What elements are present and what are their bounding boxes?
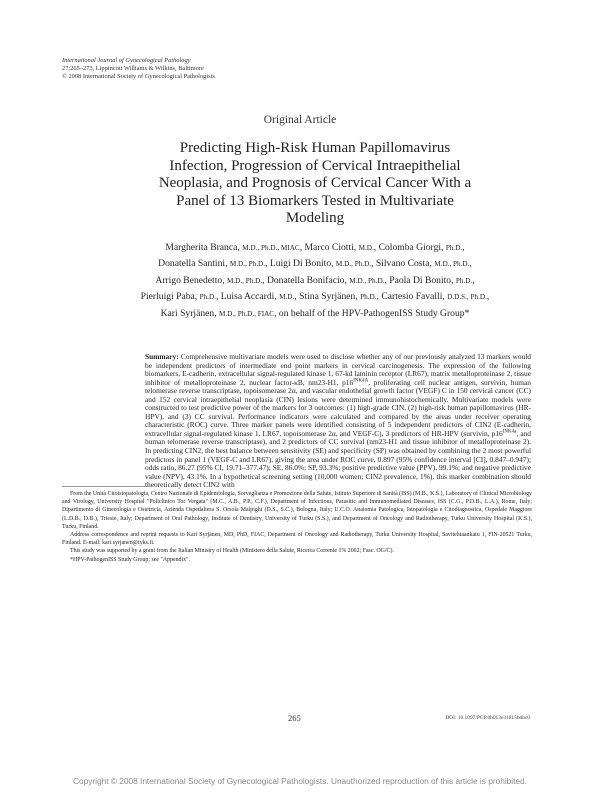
author: Pierluigi Paba, Ph.D.,: [140, 291, 219, 303]
study-group-footnote: *HPV-PathogenISS Study Group; see "Appendix".: [70, 556, 190, 563]
author-list: [100, 240, 530, 322]
summary-superscript: INK4A: [353, 378, 369, 384]
author: Luisa Accardi, M.D.,: [220, 291, 297, 303]
author: Silvano Costa, M.D., Ph.D.,: [375, 258, 472, 270]
journal-copyright: © 2008 International Society of Gynecological Pathologists: [62, 73, 215, 80]
author: Cartesio Favalli, D.D.S., Ph.D.,: [381, 291, 490, 303]
author: Colomba Giorgi, Ph.D.,: [378, 242, 465, 253]
author: Marco Ciotti, M.D.,: [304, 242, 377, 253]
author: Paola Di Bonito, Ph.D.,: [389, 274, 475, 286]
affiliations-footnote: From the Unità Citoistopatologia, Centro Nazionale di Epidemiologia, Sorveglianza e Promozione della Salute, Istituto Superiore di Sanità (ISS) (M.B., K.S.), Laboratory of Clinical Microbiology and Virology, University Hospital "Policlinico Tor Vergata" (M.C., A.B., P.P., C.F.), Department of Infectious, Parasitic and Immunomediated Diseases, ISS (C.G., P.D.B., L.A.), Rome, Italy; Dipartimento di Ginecologia e Ostetricia, Azienda Ospedaliera S. Orsola Malpighi (D.S., S.C.), Bologna, Italy; U.C.O. Anatomia Patologica, Istopatologia e Citodiagnostica, Ospedale Maggiore (L.D.B., D.B.), Trieste, Italy; Department of Oral Pathology, Institute of Dentistry, University of Turku (S.S.), and Department of Oncology and Radiotherapy, Turku University Hospital (K.S.), Turku, Finland.: [62, 491, 533, 530]
footnote-divider: [62, 486, 150, 487]
summary-label: Summary:: [145, 352, 179, 361]
author: Donatella Bonifacio, M.D., Ph.D.,: [266, 274, 387, 286]
article-title: Predicting High-Risk Human Papillomavirus Infection, Progression of Cervical Intraepithelial Neoplasia, and Prognosis of Cervical Cancer With a Panel of 13 Biomarkers Tested in Multivariate Modeling: [158, 140, 472, 227]
summary-text: Comprehensive multivariate models were used to disclose whether any of our previously analyzed 13 markers would be independent predictors of intermediate end point markers in cervical carcinogenesis. The expression of the following biomarkers, E-cadherin, extracellular signal-regulated kinase 1, 67-kd laminin receptor (LR67), matrix metalloproteinase 2, tissue inhibitor of metalloproteinase 2, nuclear factor-κB, nm23-H1, p16: [145, 352, 531, 387]
author: Donatella Santini, M.D., Ph.D.,: [158, 258, 268, 270]
abstract-summary: [145, 353, 531, 490]
funding-footnote: This study was supported by a grant from the Italian Ministry of Health (Ministero della Salute, Ricerca Corrente 1% 2002; Fasc. OG/C).: [70, 548, 394, 555]
summary-superscript: INK4a: [502, 429, 517, 435]
correspondence-footnote: Address correspondence and reprint requests to Kari Syrjänen, MD, PhD, FIAC, Department of Oncology and Radiotherapy, Turku University Hospital, Savitehtaankatu 1, FIN-20521 Turku, Finland. E-mail: kari.syrjanen@tyks.fi.: [62, 532, 532, 547]
author: Stina Syrjänen, Ph.D.,: [299, 291, 379, 303]
doi: DOI: 10.1097/PGP.0b013e31815bdbc0: [445, 715, 530, 721]
author: Luigi Di Bonito, M.D., Ph.D.,: [269, 258, 374, 270]
study-group: on behalf of the HPV-PathogenISS Study Group*: [278, 307, 470, 319]
author: Margherita Branca, M.D., Ph.D., MIAC,: [165, 242, 303, 253]
author: Kari Syrjänen, M.D., Ph.D., FIAC,: [160, 307, 277, 319]
journal-name: International Journal of Gynecological Pathology: [62, 57, 191, 64]
author: Arrigo Benedetto, M.D., Ph.D.,: [155, 274, 265, 286]
article-type: Original Article: [263, 114, 337, 126]
footnotes: [62, 490, 532, 564]
summary-text: , and human telomerase reverse transcriptase), and 2 predictors of CC survival (nm23-H1 and tissue inhibitor of metalloproteinase 2). In predicting CIN2, the best balance between sensitivity (SE) and specificity (SP) was obtained by combining the 2 most powerful predictors in panel 1 (VEGF-C and LR67), giving the area under ROC curve, 0.897 (95% confidence interval [CI], 0.847–0.947); odds ratio, 86.27 (95% CI, 19.71–377.47); SE, 86.0%; SP, 93.3%; positive predictive value (PPV), 99.1%; and negative predictive value (NPV), 43.1%. In a hypothetical screening setting (10,000 women; CIN2 prevalence, 1%), this marker combination should theoretically detect CIN2 with: [145, 428, 531, 490]
summary-text: , proliferating cell nuclear antigen, survivin, human telomerase reverse transcriptase, topoisomerase 2α, and vascular endothelial growth factor (VEGF) C in 150 cervical cancer (CC) and 152 cervical intraepithelial neoplasia (CIN) lesions were determined immunohistochemically. Multivariate models were constructed to test predictive power of the markers for 3 outcomes: (1) high-grade CIN, (2) high-risk human papillomavirus (HR-HPV), and (3) CC survival. Performance indicators were calculated and compared by the areas under receiver operating characteristic (ROC) curve. Three marker panels were identified consisting of 5 independent predictors of CIN2 (E-cadherin, extracellular signal-regulated kinase 1, LR67, topoisomerase 2α, and VEGF-C), 3 predictors of HR-HPV (survivin, p16: [145, 377, 532, 438]
journal-citation: 27:265–273, Lippincott Williams & Wilkins, Baltimore: [62, 65, 204, 72]
journal-header: [62, 57, 215, 81]
site-copyright-notice: Copyright © 2008 International Society of Gynecological Pathologists. Unauthorized reproduction of this article is prohibited.: [73, 776, 527, 786]
page-number: 265: [288, 713, 301, 723]
